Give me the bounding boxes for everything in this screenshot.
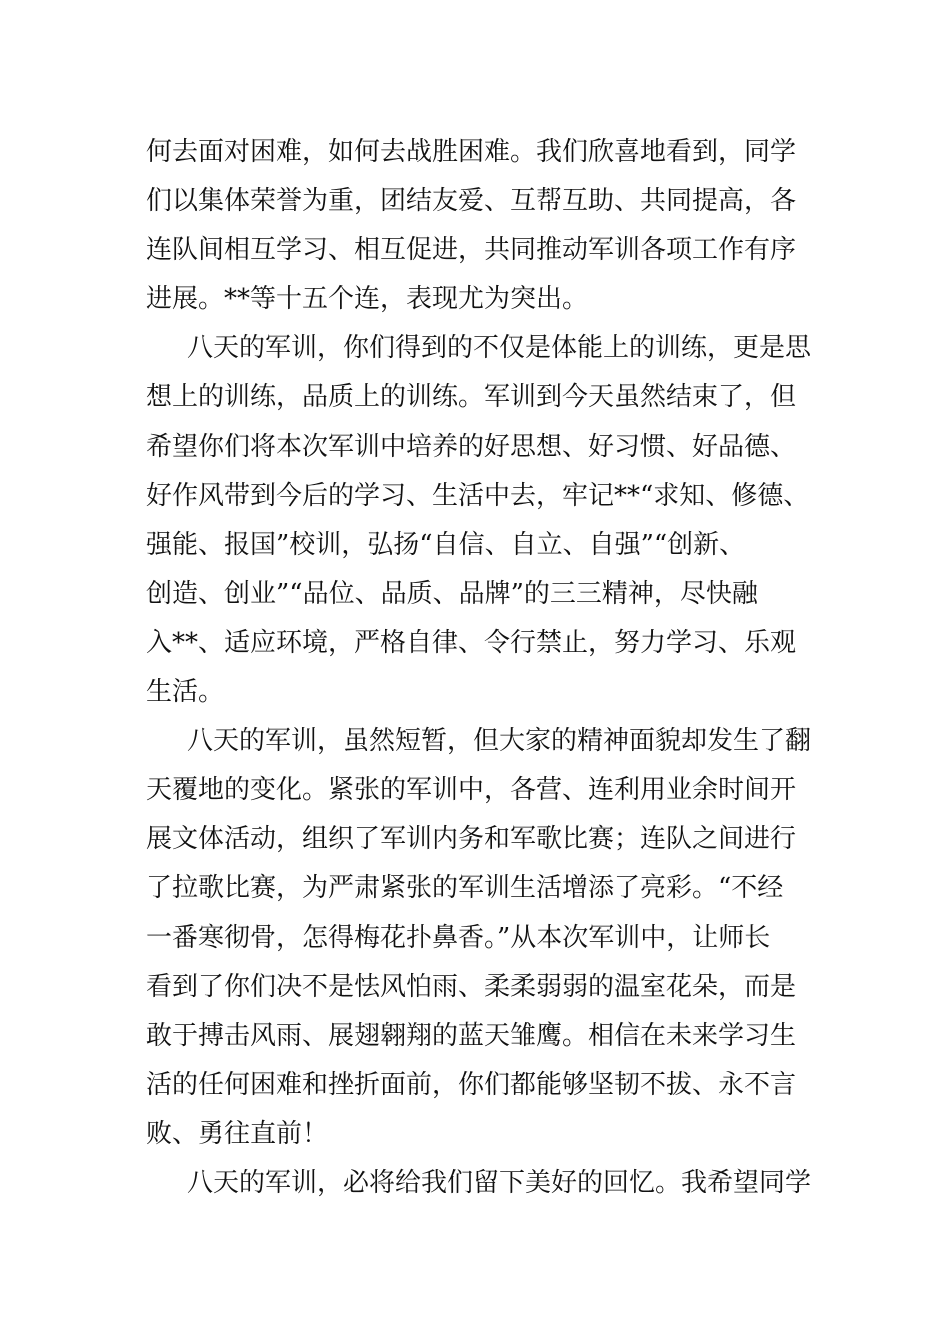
text-line: 生活。: [146, 677, 225, 708]
text-line: 何去面对困难，如何去战胜困难。我们欣喜地看到，同学: [146, 137, 797, 167]
text-line: 败、勇往直前！: [146, 1118, 329, 1149]
text-line: 好作风带到今后的学习、生活中去，牢记**“求知、修德、: [146, 480, 810, 511]
text-line: 八天的军训，虽然短暂，但大家的精神面貌却发生了翻: [187, 726, 812, 757]
text-line: 展文体活动，组织了军训内务和军歌比赛；连队之间进行: [146, 824, 797, 855]
text-line: 希望你们将本次军训中培养的好思想、好习惯、好品德、: [146, 431, 797, 462]
text-line: 八天的军训，你们得到的不仅是体能上的训练，更是思: [187, 333, 812, 364]
text-line: 强能、报国”校训，弘扬“自信、自立、自强”“创新、: [146, 529, 746, 560]
paragraph-2: [146, 324, 816, 717]
text-line: 活的任何困难和挫折面前，你们都能够坚韧不拔、永不言: [146, 1069, 797, 1100]
text-line: 敢于搏击风雨、展翅翱翔的蓝天雏鹰。相信在未来学习生: [146, 1020, 797, 1051]
text-line: 创造、创业”“品位、品质、品牌”的三三精神，尽快融: [146, 578, 758, 609]
document-body: [146, 128, 816, 1208]
paragraph-1: [146, 128, 816, 324]
text-line: 天覆地的变化。紧张的军训中，各营、连利用业余时间开: [146, 775, 797, 806]
text-line: 连队间相互学习、相互促进，共同推动军训各项工作有序: [146, 235, 797, 266]
text-line: 们以集体荣誉为重，团结友爱、互帮互助、共同提高，各: [146, 186, 797, 217]
paragraph-4: [146, 1159, 816, 1208]
text-line: 想上的训练，品质上的训练。军训到今天虽然结束了，但: [146, 382, 797, 413]
text-line: 进展。**等十五个连，表现尤为突出。: [146, 284, 589, 315]
text-line: 一番寒彻骨，怎得梅花扑鼻香。”从本次军训中，让师长: [146, 922, 771, 953]
text-line: 入**、适应环境，严格自律、令行禁止，努力学习、乐观: [146, 627, 797, 658]
paragraph-3: [146, 717, 816, 1159]
text-line: 了拉歌比赛，为严肃紧张的军训生活增添了亮彩。“不经: [146, 873, 784, 904]
text-line: 看到了你们决不是怯风怕雨、柔柔弱弱的温室花朵，而是: [146, 971, 797, 1002]
text-line: 八天的军训，必将给我们留下美好的回忆。我希望同学: [187, 1167, 812, 1198]
